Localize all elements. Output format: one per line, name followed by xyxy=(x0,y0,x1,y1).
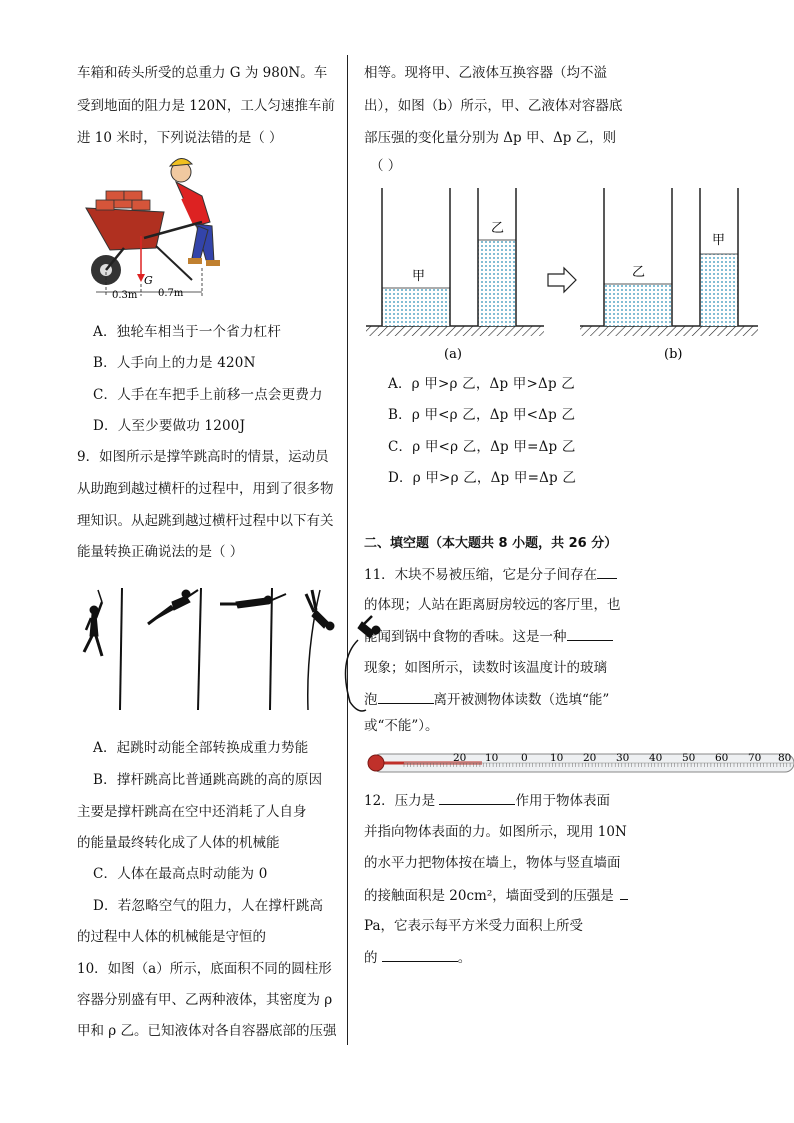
label-jia-a: 甲 xyxy=(412,269,426,284)
q9-option-d[interactable]: D．若忽略空气的阻力，人在撑杆跳高 xyxy=(93,898,324,914)
q10-option-b[interactable]: B．ρ 甲<ρ 乙，Δp 甲<Δp 乙 xyxy=(388,407,576,423)
q12-line-2: 并指向物体表面的力。如图所示，现用 10N xyxy=(364,824,627,840)
q10-line-5: 出），如图（b）所示，甲、乙液体对容器底 xyxy=(364,98,623,114)
q8-option-d[interactable]: D．人至少要做功 1200J xyxy=(93,418,246,434)
q10-line-6: 部压强的变化量分别为 Δp 甲、Δp 乙，则 xyxy=(364,130,617,146)
q9-option-a[interactable]: A．起跳时动能全部转换成重力势能 xyxy=(93,740,309,756)
column-divider xyxy=(347,55,348,1045)
q11-line-2: 的体现；人站在距离厨房较远的客厅里，也 xyxy=(364,597,621,613)
q9-line-1: 9．如图所示是撑竿跳高时的情景，运动员 xyxy=(77,449,329,465)
q11-line-4: 现象；如图所示，读数时该温度计的玻璃 xyxy=(364,660,607,676)
label-a: (a) xyxy=(444,347,462,362)
q8-line-1: 车箱和砖头所受的总重力 G 为 980N。车 xyxy=(77,65,328,81)
q12-text-4: 的接触面积是 20cm²，墙面受到的压强是 xyxy=(364,888,614,904)
q12-text-1a: 12．压力是 xyxy=(364,793,436,809)
q8-line-3: 进 10 米时，下列说法错的是（ ） xyxy=(77,130,283,146)
thermo-tick-50: 50 xyxy=(682,752,696,764)
q12-line-1 xyxy=(364,790,610,811)
q12-text-1b: 作用于物体表面 xyxy=(515,793,610,809)
q11-text-1: 11．木块不易被压缩，它是分子间存在 xyxy=(364,567,598,583)
wheelbarrow-figure xyxy=(84,150,234,305)
q10-option-c[interactable]: C．ρ 甲<ρ 乙，Δp 甲=Δp 乙 xyxy=(388,439,576,455)
q12-blank-3[interactable] xyxy=(382,947,458,962)
dim-0-3m: 0.3m xyxy=(112,290,138,301)
q10-line-4: 相等。现将甲、乙液体互换容器（均不溢 xyxy=(364,65,607,81)
thermo-tick-20a: 20 xyxy=(453,752,467,764)
q10-option-d[interactable]: D．ρ 甲>ρ 乙，Δp 甲=Δp 乙 xyxy=(388,470,577,486)
q9-option-c[interactable]: C．人体在最高点时动能为 0 xyxy=(93,866,268,882)
thermo-tick-80: 80 xyxy=(778,752,792,764)
label-b: (b) xyxy=(664,347,683,362)
thermo-tick-60: 60 xyxy=(715,752,729,764)
section-2-title: 二、填空题（本大题共 8 小题，共 26 分） xyxy=(364,536,618,551)
q12-text-6a: 的 xyxy=(364,950,378,966)
containers-figure xyxy=(364,180,764,365)
q12-line-6 xyxy=(364,947,471,968)
pole-vault-figure xyxy=(76,580,386,715)
q12-line-5: Pa，它表示每平方米受力面积上所受 xyxy=(364,918,584,934)
q9-option-d-cont: 的过程中人体的机械能是守恒的 xyxy=(77,929,266,945)
q10-line-1: 10．如图（a）所示，底面积不同的圆柱形 xyxy=(77,961,332,977)
q11-line-3 xyxy=(364,626,613,647)
q10-line-7: （ ） xyxy=(370,158,402,174)
q9-option-b[interactable]: B．撑杆跳高比普通跳高跳的高的原因 xyxy=(93,772,323,788)
label-yi-a: 乙 xyxy=(491,221,505,236)
q12-blank-2[interactable] xyxy=(620,885,628,900)
thermo-tick-30: 30 xyxy=(616,752,630,764)
label-yi-b: 乙 xyxy=(632,265,646,280)
q11-line-5 xyxy=(364,689,609,710)
q9-option-b-cont-2: 的能量最终转化成了人体的机械能 xyxy=(77,835,280,851)
q12-text-6b: 。 xyxy=(457,950,472,966)
thermo-tick-0: 0 xyxy=(521,752,528,764)
q10-option-a[interactable]: A．ρ 甲>ρ 乙，Δp 甲>Δp 乙 xyxy=(388,376,575,392)
thermo-tick-10b: 10 xyxy=(550,752,564,764)
thermo-tick-10a: 10 xyxy=(485,752,499,764)
q8-option-c[interactable]: C．人手在车把手上前移一点会更费力 xyxy=(93,387,323,403)
q11-text-3: 能闻到锅中食物的香味。这是一种 xyxy=(364,629,567,645)
q9-line-4: 能量转换正确说法的是（ ） xyxy=(77,544,244,560)
label-jia-b: 甲 xyxy=(712,233,726,248)
thermo-tick-70: 70 xyxy=(748,752,762,764)
q12-blank-1[interactable] xyxy=(439,790,515,805)
q11-line-6: 或“不能”）。 xyxy=(364,718,439,734)
q11-blank-2[interactable] xyxy=(567,626,613,641)
q11-blank-3[interactable] xyxy=(378,689,434,704)
q11-blank-1[interactable] xyxy=(597,564,617,579)
dim-0-7m: 0.7m xyxy=(158,288,184,299)
q8-line-2: 受到地面的阻力是 120N，工人匀速推车前 xyxy=(77,98,335,114)
q9-line-3: 理知识。从起跳到越过横杆过程中以下有关 xyxy=(77,513,334,529)
q11-text-5b: 离开被测物体读数（选填“能” xyxy=(433,692,610,708)
g-label: G xyxy=(144,274,153,287)
q9-option-b-cont-1: 主要是撑杆跳高在空中还消耗了人自身 xyxy=(77,804,307,820)
q8-option-a[interactable]: A．独轮车相当于一个省力杠杆 xyxy=(93,324,282,340)
q12-line-3: 的水平力把物体按在墙上，物体与竖直墙面 xyxy=(364,855,621,871)
thermo-tick-20b: 20 xyxy=(583,752,597,764)
q8-option-b[interactable]: B．人手向上的力是 420N xyxy=(93,355,256,371)
q10-line-3: 甲和 ρ 乙。已知液体对各自容器底部的压强 xyxy=(77,1023,337,1039)
q9-line-2: 从助跑到越过横杆的过程中，用到了很多物 xyxy=(77,481,334,497)
q11-line-1 xyxy=(364,564,617,585)
q11-text-5a: 泡 xyxy=(364,692,378,708)
thermo-tick-40: 40 xyxy=(649,752,663,764)
q10-line-2: 容器分别盛有甲、乙两种液体，其密度为 ρ xyxy=(77,992,333,1008)
thermometer-figure xyxy=(364,748,794,778)
q12-line-4 xyxy=(364,885,628,906)
